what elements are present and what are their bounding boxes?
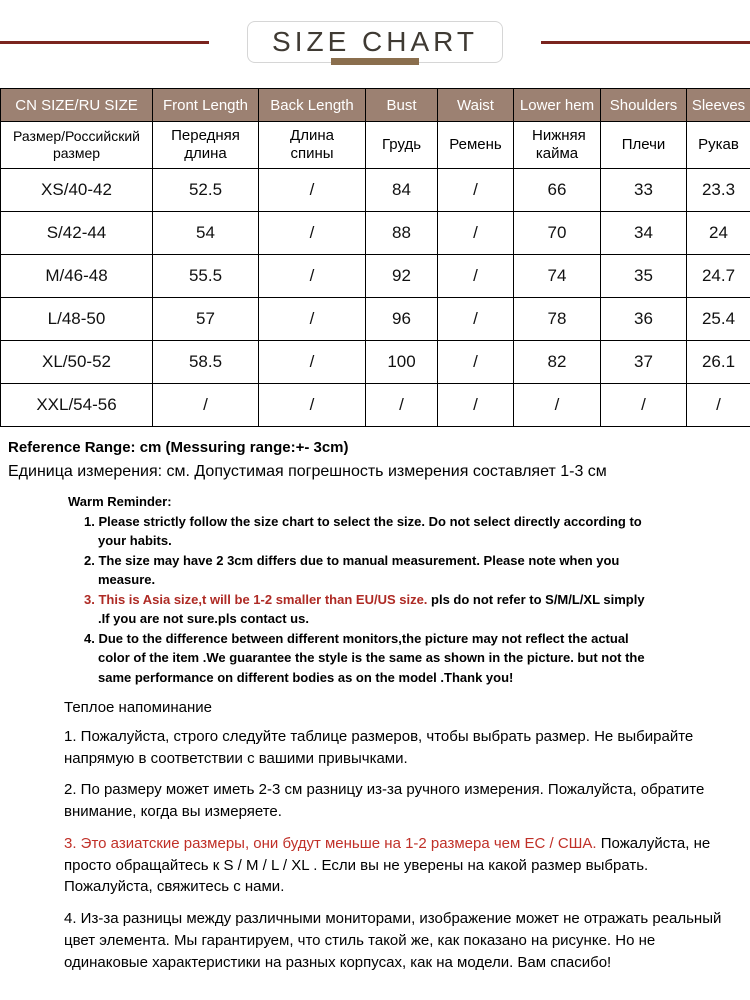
warm-reminder-en-item-3-highlight: 3. This is Asia size,t will be 1-2 smaller than EU/US size. — [84, 591, 428, 607]
cell-bust: 100 — [366, 341, 438, 384]
table-row-s — [1, 212, 750, 255]
col-header-waist-en: Waist — [438, 89, 514, 122]
col-header-size-en: CN SIZE/RU SIZE — [1, 89, 153, 122]
warm-reminder-ru-item-4: 4. Из-за разницы между различными мониторами, изображение может не отражать реальный цвет элемента. Мы гарантируем, что стиль такой же, как показано на рисунке. Но не одинаковые характеристики на разных корпусах, как на модели. Вам спасибо! — [64, 910, 722, 971]
warm-reminder-en-item-3-rest: pls do not refer to S/M/L/XL simply .If you are not sure.pls contact us. — [98, 591, 645, 626]
cell-front-length: 54 — [153, 212, 259, 255]
cell-shoulders: 35 — [601, 255, 687, 298]
warm-reminder-en-heading: Warm Reminder: — [68, 494, 172, 509]
warm-reminder-ru — [64, 697, 740, 973]
cell-sleeves: 24.7 — [687, 255, 750, 298]
col-header-lower-hem-en: Lower hem — [514, 89, 601, 122]
table-row-xs — [1, 169, 750, 212]
table-header-row-ru — [1, 122, 750, 169]
cell-bust: 88 — [366, 212, 438, 255]
cell-shoulders: 37 — [601, 341, 687, 384]
warm-reminder-ru-heading: Теплое напоминание — [64, 699, 212, 716]
cell-waist: / — [438, 341, 514, 384]
cell-size: XS/40-42 — [1, 169, 153, 212]
cell-bust: 92 — [366, 255, 438, 298]
cell-bust: 96 — [366, 298, 438, 341]
cell-sleeves: 24 — [687, 212, 750, 255]
cell-shoulders: 33 — [601, 169, 687, 212]
table-header-row-en — [1, 89, 750, 122]
col-header-lower-hem-ru: Нижняя кайма — [514, 122, 601, 169]
col-header-size-ru: Размер/Российский размер — [1, 122, 153, 169]
col-header-shoulders-en: Shoulders — [601, 89, 687, 122]
table-row-xxl — [1, 384, 750, 427]
size-table — [0, 88, 750, 427]
title-row — [0, 21, 750, 63]
warm-reminder-ru-item-2: 2. По размеру может иметь 2-3 см разницу из-за ручного измерения. Пожалуйста, обратите внимание, когда вы измеряете. — [64, 781, 705, 820]
reference-range-en: Reference Range: cm (Messuring range:+- 3cm) — [8, 439, 349, 456]
warm-reminder-en-item-4: 4. Due to the difference between different monitors,the picture may not reflect the actual color of the item .We guarantee the style is the same as shown in the picture. but not the same performance on different bodies as on the model .Thank you! — [84, 630, 645, 685]
cell-front-length: / — [153, 384, 259, 427]
cell-waist: / — [438, 255, 514, 298]
cell-sleeves: / — [687, 384, 750, 427]
cell-shoulders: 34 — [601, 212, 687, 255]
warm-reminder-en-item-3 — [84, 590, 656, 629]
cell-lower-hem: 66 — [514, 169, 601, 212]
col-header-sleeves-en: Sleeves — [687, 89, 750, 122]
warm-reminder-ru-item-1: 1. Пожалуйста, строго следуйте таблице размеров, чтобы выбрать размер. Не выбирайте напрямую в соответствии с вашими привычками. — [64, 727, 694, 767]
cell-size: S/42-44 — [1, 212, 153, 255]
cell-waist: / — [438, 169, 514, 212]
page-title: SIZE CHART — [272, 26, 478, 57]
cell-waist: / — [438, 212, 514, 255]
col-header-back-length-en: Back Length — [259, 89, 366, 122]
warm-reminder-en-item-2: 2. The size may have 2 3cm differs due to manual measurement. Please note when you measure. — [84, 552, 620, 587]
cell-front-length: 57 — [153, 298, 259, 341]
warm-reminder-en-item-1: 1. Please strictly follow the size chart to select the size. Do not select directly according to your habits. — [84, 513, 642, 548]
col-header-sleeves-ru: Рукав — [687, 122, 750, 169]
col-header-front-length-ru: Передняя длина — [153, 122, 259, 169]
cell-sleeves: 25.4 — [687, 298, 750, 341]
cell-shoulders: 36 — [601, 298, 687, 341]
col-header-shoulders-ru: Плечи — [601, 122, 687, 169]
cell-size: L/48-50 — [1, 298, 153, 341]
cell-back-length: / — [259, 341, 366, 384]
warm-reminder-ru-item-3-rest: Пожалуйста, не просто обращайтесь к S / M / L / XL . Если вы не уверены на какой размер выбрать. Пожалуйста, свяжитесь с нами. — [64, 834, 711, 896]
cell-waist: / — [438, 298, 514, 341]
col-header-bust-en: Bust — [366, 89, 438, 122]
cell-back-length: / — [259, 384, 366, 427]
cell-lower-hem: 74 — [514, 255, 601, 298]
col-header-bust-ru: Грудь — [366, 122, 438, 169]
cell-lower-hem: 82 — [514, 341, 601, 384]
col-header-waist-ru: Ремень — [438, 122, 514, 169]
title-box — [247, 21, 503, 63]
cell-sleeves: 23.3 — [687, 169, 750, 212]
cell-back-length: / — [259, 255, 366, 298]
cell-bust: 84 — [366, 169, 438, 212]
cell-lower-hem: 70 — [514, 212, 601, 255]
col-header-front-length-en: Front Length — [153, 89, 259, 122]
warm-reminder-en — [68, 492, 656, 687]
title-underline — [331, 58, 419, 65]
cell-lower-hem: 78 — [514, 298, 601, 341]
cell-lower-hem: / — [514, 384, 601, 427]
table-row-l — [1, 298, 750, 341]
cell-bust: / — [366, 384, 438, 427]
warm-reminder-ru-item-3-highlight: 3. Это азиатские размеры, они будут меньше на 1-2 размера чем ЕС / США. — [64, 834, 597, 852]
reference-range-ru: Единица измерения: см. Допустимая погрешность измерения составляет 1-3 см — [8, 463, 607, 480]
decor-line-right — [541, 41, 750, 44]
table-row-xl — [1, 341, 750, 384]
col-header-back-length-ru: Длина спины — [259, 122, 366, 169]
cell-size: M/46-48 — [1, 255, 153, 298]
cell-back-length: / — [259, 212, 366, 255]
cell-waist: / — [438, 384, 514, 427]
cell-size: XXL/54-56 — [1, 384, 153, 427]
decor-line-left — [0, 41, 209, 44]
cell-size: XL/50-52 — [1, 341, 153, 384]
table-row-m — [1, 255, 750, 298]
warm-reminder-ru-item-3 — [64, 833, 740, 898]
cell-sleeves: 26.1 — [687, 341, 750, 384]
cell-back-length: / — [259, 169, 366, 212]
cell-front-length: 52.5 — [153, 169, 259, 212]
cell-front-length: 55.5 — [153, 255, 259, 298]
cell-front-length: 58.5 — [153, 341, 259, 384]
cell-back-length: / — [259, 298, 366, 341]
cell-shoulders: / — [601, 384, 687, 427]
